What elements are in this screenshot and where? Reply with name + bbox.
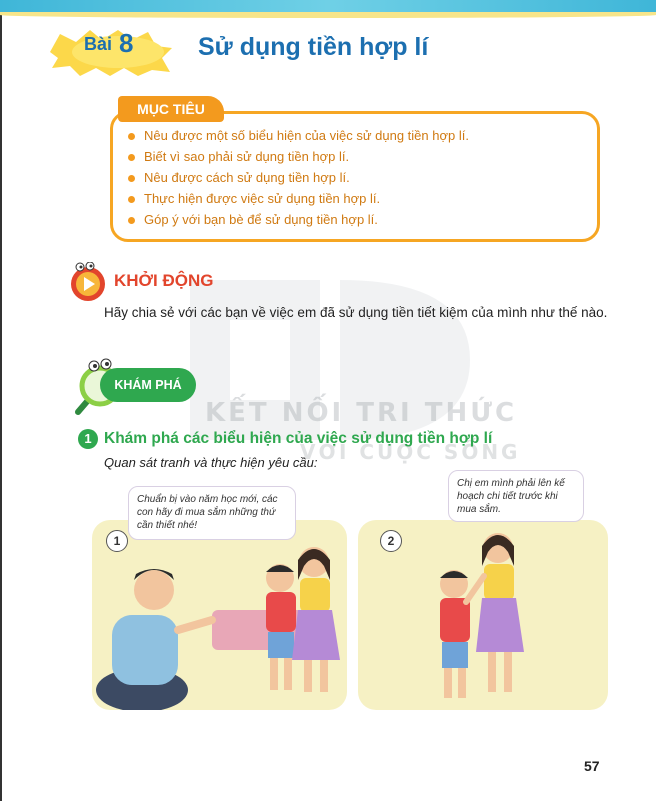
section-instruction: Quan sát tranh và thực hiện yêu cầu: (104, 455, 318, 470)
family-scene-illustration (92, 520, 347, 710)
top-decor-arc (0, 12, 656, 18)
lesson-title: Sử dụng tiền hợp lí (198, 33, 429, 61)
lesson-label: Bài (84, 34, 113, 54)
objective-item: Biết vì sao phải sử dụng tiền hợp lí. (128, 149, 469, 170)
speech-bubble-1: Chuẩn bị vào năm học mới, các con hãy đi mua sắm những thứ cần thiết nhé! (128, 486, 296, 540)
objectives-list (128, 128, 469, 233)
watermark-text-1: KẾT NỐI TRI THỨC (205, 398, 518, 428)
section-number: 1 (78, 429, 98, 449)
warmup-heading: KHỞI ĐỘNG (114, 271, 214, 290)
objective-item: Thực hiện được việc sử dụng tiền hợp lí. (128, 191, 469, 212)
speech-bubble-2: Chị em mình phải lên kế hoạch chi tiết trước khi mua sắm. (448, 470, 584, 522)
lesson-number: 8 (119, 28, 134, 58)
objectives-heading-tag (118, 96, 224, 122)
picture-number-2: 2 (380, 530, 402, 552)
section-title: Khám phá các biểu hiện của việc sử dụng tiền hợp lí (104, 430, 493, 447)
warmup-text: Hãy chia sẻ với các bạn về việc em đã sử dụng tiền tiết kiệm của mình như thế nào. (104, 305, 608, 320)
objective-item: Nêu được một số biểu hiện của việc sử dụng tiền hợp lí. (128, 128, 469, 149)
play-eyes-icon (68, 262, 108, 302)
explore-heading: KHÁM PHÁ (114, 378, 182, 392)
picture-1-panel (92, 520, 347, 710)
objectives-heading: MỤC TIÊU (137, 101, 205, 117)
watermark-text-2: VỚI CUỘC SỐNG (300, 440, 521, 464)
picture-number-1: 1 (106, 530, 128, 552)
explore-heading-tag (100, 368, 196, 402)
objective-item: Góp ý với bạn bè để sử dụng tiền hợp lí. (128, 212, 469, 233)
objective-item: Nêu được cách sử dụng tiền hợp lí. (128, 170, 469, 191)
page-number: 57 (584, 758, 600, 774)
page-edge (0, 0, 2, 801)
